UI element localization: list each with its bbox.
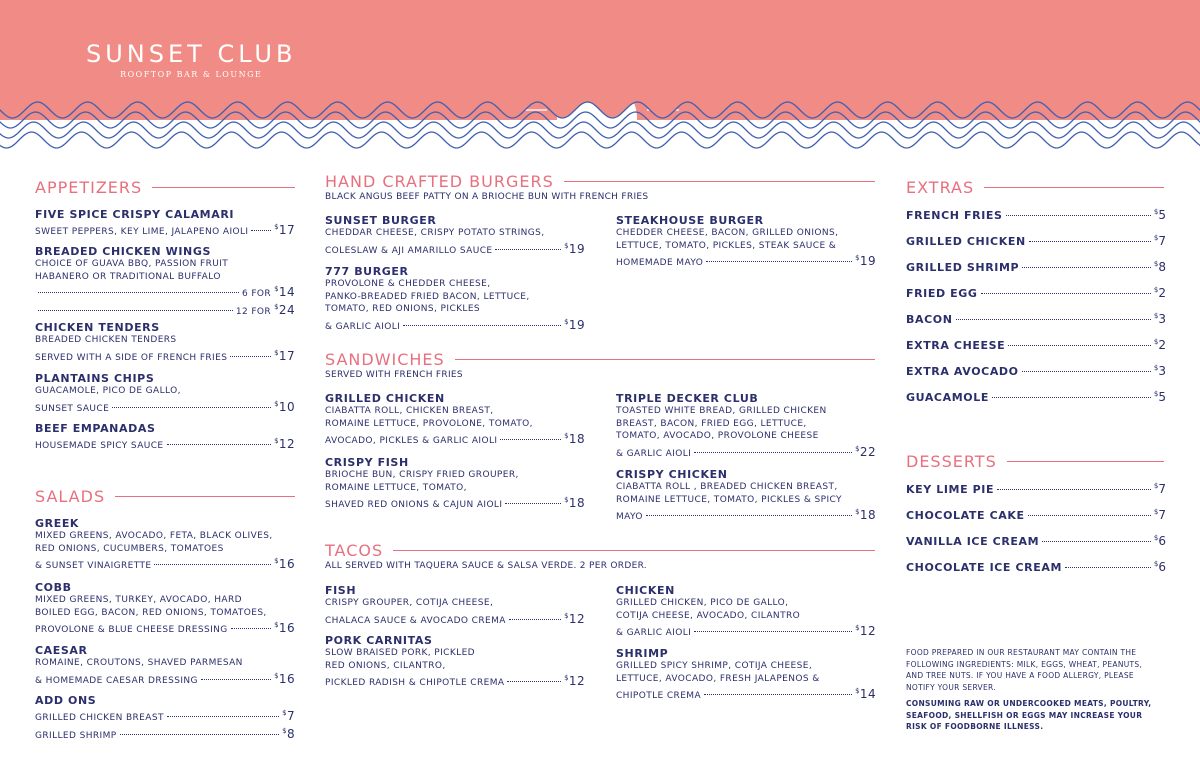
item-description: HABANERO OR TRADITIONAL BUFFALO — [35, 271, 221, 282]
item-description: CIABATTA ROLL, CHICKEN BREAST, — [325, 406, 494, 416]
leader-dots — [201, 679, 271, 680]
item-name: CHICKEN TENDERS — [35, 321, 160, 334]
item-name: CAESAR — [35, 644, 88, 657]
item-description: ROMAINE LETTUCE, PROVOLONE, TOMATO, — [325, 418, 533, 429]
menu-item — [35, 208, 295, 239]
leader-dots — [704, 694, 852, 695]
item-price: $8 — [1153, 260, 1166, 274]
menu-item — [906, 208, 1166, 222]
item-name: ADD ONS — [35, 694, 97, 707]
item-price: $7 — [1153, 508, 1166, 522]
item-description: BRIOCHE BUN, CRISPY FRIED GROUPER, — [325, 470, 519, 480]
leader-dots — [112, 407, 271, 408]
item-name: GRILLED CHICKEN — [906, 235, 1026, 248]
extras-title: EXTRAS — [906, 178, 975, 197]
menu-item — [35, 245, 295, 318]
item-name: KEY LIME PIE — [906, 483, 995, 496]
item-name: EXTRA AVOCADO — [906, 365, 1019, 378]
item-name: EXTRA CHEESE — [906, 339, 1006, 352]
item-description: ROMAINE LETTUCE, TOMATO, — [325, 482, 467, 493]
leader-dots — [992, 397, 1151, 398]
leader-dots — [1008, 345, 1151, 346]
desserts-section — [906, 452, 1164, 471]
item-price: $16 — [274, 621, 295, 635]
item-description: CHEDDER CHEESE, BACON, GRILLED ONIONS, — [616, 228, 839, 238]
leader-dots — [646, 515, 852, 516]
leader-dots — [706, 261, 852, 262]
item-description: COLESLAW & AJI AMARILLO SAUCE $19 — [325, 241, 585, 256]
item-name: GUACAMOLE — [906, 391, 989, 404]
item-price: $6 — [1153, 534, 1166, 548]
item-name: FIVE SPICE CRISPY CALAMARI — [35, 208, 235, 221]
item-description: GUACAMOLE, PICO DE GALLO, — [35, 386, 181, 396]
item-description: ROMAINE LETTUCE, TOMATO, PICKLES & SPICY — [616, 494, 842, 505]
item-description: CHEDDAR CHEESE, CRISPY POTATO STRINGS, — [325, 228, 545, 238]
item-option: GRILLED CHICKEN BREAST $7 — [35, 709, 295, 723]
menu-item — [35, 372, 295, 415]
item-description: & GARLIC AIOLI $22 — [616, 444, 876, 459]
menu-item — [325, 584, 585, 627]
item-name: CHOCOLATE ICE CREAM — [906, 561, 1062, 574]
item-name: BEEF EMPANADAS — [35, 422, 156, 435]
menu-item — [906, 260, 1166, 274]
header-banner — [0, 0, 1200, 150]
brand-title: SUNSET CLUB — [86, 40, 297, 68]
item-price: $12 — [564, 611, 585, 626]
item-name: GRILLED CHICKEN — [325, 392, 445, 405]
menu-item — [325, 456, 585, 512]
item-description: TOMATO, AVOCADO, PROVOLONE CHEESE — [616, 431, 819, 441]
item-description: ROMAINE, CROUTONS, SHAVED PARMESAN — [35, 658, 243, 668]
item-price: $17 — [274, 223, 295, 237]
item-price: $17 — [274, 348, 295, 363]
item-price: $2 — [1153, 286, 1166, 300]
menu-item — [906, 534, 1166, 548]
item-price: $18 — [855, 508, 876, 522]
item-description: RED ONIONS, CILANTRO, — [325, 660, 446, 671]
leader-dots — [154, 564, 271, 565]
item-price: $19 — [564, 317, 585, 332]
menu-item — [616, 584, 876, 640]
menu-item — [616, 392, 876, 460]
leader-dots — [1029, 241, 1151, 242]
menu-item — [35, 321, 295, 364]
item-price: $12 — [855, 624, 876, 638]
item-name: CRISPY FISH — [325, 456, 409, 469]
leader-dots — [507, 681, 561, 682]
leader-dots — [120, 734, 280, 735]
item-option: GRILLED SHRIMP $8 — [35, 726, 295, 741]
menu-item — [906, 482, 1166, 496]
item-name: 777 BURGER — [325, 265, 409, 278]
burgers-title: HAND CRAFTED BURGERS — [325, 172, 554, 191]
salads-section — [35, 487, 295, 506]
leader-dots — [505, 503, 561, 504]
item-name: CHICKEN — [616, 584, 675, 597]
menu-item — [906, 338, 1166, 352]
item-price: $19 — [855, 254, 876, 268]
menu-item — [906, 508, 1166, 522]
item-description: CHIPOTLE CREMA $14 — [616, 687, 876, 701]
divider — [564, 181, 875, 182]
desserts-title: DESSERTS — [906, 452, 997, 471]
item-description: PROVOLONE & CHEDDER CHEESE, — [325, 279, 491, 289]
leader-dots — [694, 631, 852, 632]
item-price: $7 — [282, 709, 295, 723]
tacos-note: ALL SERVED WITH TAQUERA SAUCE & SALSA VERDE. 2 PER ORDER. — [325, 561, 647, 571]
item-price: $5 — [1153, 390, 1166, 404]
menu-item — [616, 214, 876, 270]
item-name: FISH — [325, 584, 357, 597]
menu-item — [906, 560, 1166, 574]
leader-dots — [1022, 267, 1151, 268]
item-description: TOASTED WHITE BREAD, GRILLED CHICKEN — [616, 406, 827, 416]
brand-logo — [86, 40, 296, 79]
menu-item — [906, 286, 1166, 300]
menu-item — [325, 265, 585, 333]
item-name: FRIED EGG — [906, 287, 978, 300]
item-price: $3 — [1153, 364, 1166, 378]
item-price: $10 — [274, 399, 295, 414]
menu-item — [616, 468, 876, 524]
item-name: STEAKHOUSE BURGER — [616, 214, 764, 227]
divider — [152, 187, 295, 188]
item-description: PICKLED RADISH & CHIPOTLE CREMA $12 — [325, 674, 585, 688]
item-description: MIXED GREENS, TURKEY, AVOCADO, HARD — [35, 595, 242, 605]
item-option: 6 FOR $14 — [35, 283, 295, 301]
item-description: GRILLED CHICKEN, PICO DE GALLO, — [616, 598, 789, 608]
item-description: SERVED WITH A SIDE OF FRENCH FRIES $17 — [35, 348, 295, 363]
menu-item — [906, 312, 1166, 326]
item-option: 12 FOR $24 — [35, 301, 295, 319]
divider — [984, 187, 1164, 188]
item-name: PORK CARNITAS — [325, 634, 433, 647]
item-name: SUNSET BURGER — [325, 214, 437, 227]
menu-item — [325, 634, 585, 690]
divider — [115, 496, 295, 497]
leader-dots — [1042, 541, 1151, 542]
sandwiches-section — [325, 350, 875, 380]
sandwiches-note: SERVED WITH FRENCH FRIES — [325, 370, 463, 380]
item-description: LETTUCE, AVOCADO, FRESH JALAPENOS & — [616, 673, 820, 684]
leader-dots — [251, 230, 271, 231]
divider — [393, 550, 875, 551]
item-description: CHALACA SAUCE & AVOCADO CREMA $12 — [325, 611, 585, 626]
item-description: LETTUCE, TOMATO, PICKLES, STEAK SAUCE & — [616, 240, 837, 251]
item-price: $22 — [855, 444, 876, 459]
item-price: $7 — [1153, 482, 1166, 496]
item-description: SLOW BRAISED PORK, PICKLED — [325, 648, 476, 658]
divider — [1007, 461, 1164, 462]
menu-item — [325, 214, 585, 257]
menu-item — [35, 422, 295, 453]
item-name: COBB — [35, 581, 72, 594]
item-name: VANILLA ICE CREAM — [906, 535, 1040, 548]
item-price: $19 — [564, 241, 585, 256]
item-description: HOUSEMADE SPICY SAUCE $12 — [35, 437, 295, 451]
item-name: SHRIMP — [616, 647, 669, 660]
menu-item — [325, 392, 585, 448]
item-description: AVOCADO, PICKLES & GARLIC AIOLI $18 — [325, 432, 585, 446]
menu-item — [906, 364, 1166, 378]
leader-dots — [981, 293, 1151, 294]
item-name: GRILLED SHRIMP — [906, 261, 1020, 274]
item-description: PANKO-BREADED FRIED BACON, LETTUCE, — [325, 291, 530, 302]
menu-item — [35, 644, 295, 687]
item-price: $14 — [274, 285, 295, 299]
leader-dots — [997, 489, 1151, 490]
leader-dots — [956, 319, 1151, 320]
item-price: $24 — [274, 302, 295, 317]
extras-section — [906, 178, 1164, 197]
leader-dots — [500, 439, 561, 440]
leader-dots — [167, 444, 272, 445]
item-description: COTIJA CHEESE, AVOCADO, CILANTRO — [616, 610, 801, 621]
menu-item — [35, 694, 295, 742]
menu-item — [35, 581, 295, 637]
item-name: BREADED CHICKEN WINGS — [35, 245, 211, 258]
item-description: MIXED GREENS, AVOCADO, FETA, BLACK OLIVES, — [35, 531, 273, 541]
item-price: $7 — [1153, 234, 1166, 248]
item-name: CHOCOLATE CAKE — [906, 509, 1025, 522]
item-description: TOMATO, RED ONIONS, PICKLES — [325, 304, 481, 314]
item-description: SHAVED RED ONIONS & CAJUN AIOLI $18 — [325, 496, 585, 510]
item-description: HOMEMADE MAYO $19 — [616, 254, 876, 268]
item-description: GRILLED SPICY SHRIMP, COTIJA CHEESE, — [616, 661, 813, 671]
leader-dots — [403, 325, 561, 326]
item-name: GREEK — [35, 517, 80, 530]
item-price: $14 — [855, 687, 876, 701]
appetizers-title: APPETIZERS — [35, 178, 143, 197]
item-description: BOILED EGG, BACON, RED ONIONS, TOMATOES, — [35, 607, 267, 618]
item-description: CRISPY GROUPER, COTIJA CHEESE, — [325, 598, 494, 608]
leader-dots — [1006, 215, 1151, 216]
item-description: & HOMEMADE CAESAR DRESSING $16 — [35, 671, 295, 686]
leader-dots — [231, 628, 271, 629]
item-description: BREAST, BACON, FRIED EGG, LETTUCE, — [616, 418, 807, 429]
item-description: BREADED CHICKEN TENDERS — [35, 335, 177, 345]
item-price: $8 — [282, 726, 295, 741]
item-name: TRIPLE DECKER CLUB — [616, 392, 759, 405]
item-description: & GARLIC AIOLI $12 — [616, 624, 876, 638]
leader-dots — [38, 292, 239, 293]
leader-dots — [694, 452, 852, 453]
item-price: $3 — [1153, 312, 1166, 326]
leader-dots — [38, 310, 233, 311]
item-description: & GARLIC AIOLI $19 — [325, 317, 585, 332]
item-description: CIABATTA ROLL , BREADED CHICKEN BREAST, — [616, 482, 838, 492]
sandwiches-title: SANDWICHES — [325, 350, 445, 369]
item-description: SWEET PEPPERS, KEY LIME, JALAPENO AIOLI $17 — [35, 223, 295, 237]
brand-subtitle: ROOFTOP BAR & LOUNGE — [120, 70, 263, 79]
item-description: PROVOLONE & BLUE CHEESE DRESSING $16 — [35, 621, 295, 635]
item-price: $6 — [1153, 560, 1166, 574]
menu-item — [616, 647, 876, 703]
leader-dots — [1028, 515, 1151, 516]
item-price: $5 — [1153, 208, 1166, 222]
burgers-section — [325, 172, 875, 202]
item-price: $18 — [564, 432, 585, 446]
item-price: $18 — [564, 496, 585, 510]
leader-dots — [167, 716, 279, 717]
leader-dots — [1022, 371, 1151, 372]
tacos-section — [325, 541, 875, 571]
leader-dots — [1065, 567, 1151, 568]
item-price: $12 — [274, 437, 295, 451]
leader-dots — [230, 356, 271, 357]
salads-title: SALADS — [35, 487, 106, 506]
tacos-title: TACOS — [325, 541, 384, 560]
item-description: SUNSET SAUCE $10 — [35, 399, 295, 414]
item-price: $12 — [564, 674, 585, 688]
allergy-notice: FOOD PREPARED IN OUR RESTAURANT MAY CONTAIN THE FOLLOWING INGREDIENTS: MILK, EGGS, WHEAT, PEANUTS, AND TREE NUTS. IF YOU HAVE A FOOD ALLERGY, PLEASE NOTIFY YOUR SERVER. — [906, 648, 1143, 692]
menu-item — [35, 517, 295, 573]
item-name: FRENCH FRIES — [906, 209, 1003, 222]
item-description: RED ONIONS, CUCUMBERS, TOMATOES — [35, 543, 224, 554]
item-name: PLANTAINS CHIPS — [35, 372, 155, 385]
raw-food-notice: CONSUMING RAW OR UNDERCOOKED MEATS, POULTRY, SEAFOOD, SHELLFISH OR EGGS MAY INCREASE YOUR RISK OF FOODBORNE ILLNESS. — [906, 699, 1152, 731]
item-description: & SUNSET VINAIGRETTE $16 — [35, 557, 295, 571]
leader-dots — [495, 249, 561, 250]
item-price: $16 — [274, 671, 295, 686]
item-price: $16 — [274, 557, 295, 571]
leader-dots — [509, 619, 561, 620]
divider — [455, 359, 875, 360]
appetizers-section — [35, 178, 295, 197]
item-name: CRISPY CHICKEN — [616, 468, 728, 481]
menu-item — [906, 390, 1166, 404]
item-description: CHOICE OF GUAVA BBQ, PASSION FRUIT — [35, 259, 229, 269]
item-price: $2 — [1153, 338, 1166, 352]
menu-item — [906, 234, 1166, 248]
item-description: MAYO $18 — [616, 508, 876, 522]
item-name: BACON — [906, 313, 953, 326]
burgers-note: BLACK ANGUS BEEF PATTY ON A BRIOCHE BUN WITH FRENCH FRIES — [325, 192, 649, 202]
